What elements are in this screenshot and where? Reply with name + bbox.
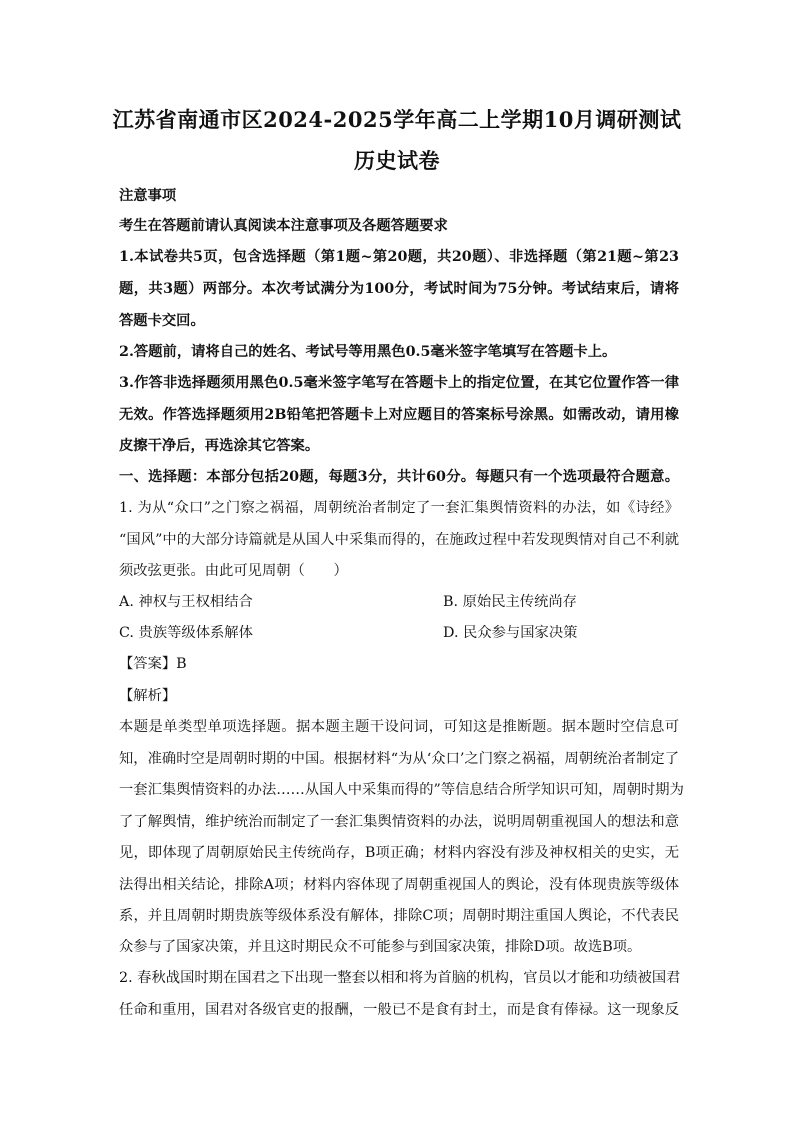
notice-intro: 考生在答题前请认真阅读本注意事项及各题答题要求	[119, 218, 448, 234]
question-1-stem-line-3: 须改弦更张。由此可见周朝（ ）	[119, 563, 348, 579]
question-1-analysis-line-6: 法得出相关结论，排除A项；材料内容体现了周朝重视国人的舆论，没有体现贵族等级体	[119, 877, 679, 893]
question-1-option-b: B. 原始民主传统尚存	[443, 594, 577, 610]
notice-heading: 注意事项	[119, 188, 177, 204]
question-2-stem-line-1: 2. 春秋战国时期在国君之下出现一整套以相和将为首脑的机构，官员以才能和功绩被国君	[119, 970, 681, 986]
question-1-analysis-heading: 【解析】	[119, 688, 177, 704]
question-1-option-c: C. 贵族等级体系解体	[119, 625, 253, 641]
question-1-stem-line-2: “国风”中的大部分诗篇就是从国人中采集而得的，在施政过程中若发现舆情对自己不利就	[119, 532, 679, 548]
question-1-analysis-line-8: 众参与了国家决策，并且这时期民众不可能参与到国家决策，排除D项。故选B项。	[119, 939, 642, 955]
notice-item-3-line-2: 无效。作答选择题须用2B铅笔把答题卡上对应题目的答案标号涂黑。如需改动，请用橡	[119, 407, 679, 423]
question-1-analysis-line-3: 一套汇集舆情资料的办法……从国人中采集而得的”等信息结合所学知识可知，周朝时期为	[119, 782, 684, 798]
section-heading: 一、选择题：本部分包括20题，每题3分，共计60分。每题只有一个选项最符合题意。	[119, 469, 679, 485]
notice-item-1-line-2: 题，共3题）两部分。本次考试满分为100分，考试时间为75分钟。考试结束后，请将	[119, 281, 679, 297]
notice-item-1-line-3: 答题卡交回。	[119, 313, 205, 329]
question-1-analysis-line-4: 了了解舆情，维护统治而制定了一套汇集舆情资料的办法，说明周朝重视国人的想法和意	[119, 814, 679, 830]
document-subtitle: 历史试卷	[354, 148, 440, 173]
notice-item-2: 2.答题前，请将自己的姓名、考试号等用黑色0.5毫米签字笔填写在答题卡上。	[119, 344, 617, 360]
document-title: 江苏省南通市区2024-2025学年高二上学期10月调研测试	[112, 107, 682, 132]
question-1-analysis-line-5: 见，即体现了周朝原始民主传统尚存，B项正确；材料内容没有涉及神权相关的史实，无	[119, 845, 679, 861]
question-1-stem-line-1: 1. 为从“众口”之门察之祸福，周朝统治者制定了一套汇集舆情资料的办法，如《诗经》	[119, 500, 679, 516]
question-1-analysis-line-7: 系，并且周朝时期贵族等级体系没有解体，排除C项；周朝时期注重国人舆论，不代表民	[119, 908, 679, 924]
question-2-stem-line-2: 任命和重用，国君对各级官吏的报酬，一般已不是食有封土，而是食有俸禄。这一现象反	[119, 1002, 679, 1018]
notice-item-3-line-3: 皮擦干净后，再选涂其它答案。	[119, 438, 320, 454]
question-1-option-a: A. 神权与王权相结合	[119, 594, 253, 610]
notice-item-3-line-1: 3.作答非选择题须用黑色0.5毫米签字笔写在答题卡上的指定位置，在其它位置作答一律	[119, 375, 679, 391]
notice-item-1-line-1: 1.本试卷共5页，包含选择题（第1题~第20题，共20题）、非选择题（第21题~第23	[119, 249, 679, 265]
question-1-option-d: D. 民众参与国家决策	[443, 625, 578, 641]
question-1-analysis-line-2: 知，准确时空是周朝时期的中国。根据材料“为从‘众口’之门察之祸福，周朝统治者制定了	[119, 751, 679, 767]
question-1-analysis-line-1: 本题是单类型单项选择题。据本题主题干设问词，可知这是推断题。据本题时空信息可	[119, 719, 679, 735]
question-1-answer: 【答案】B	[119, 656, 187, 672]
